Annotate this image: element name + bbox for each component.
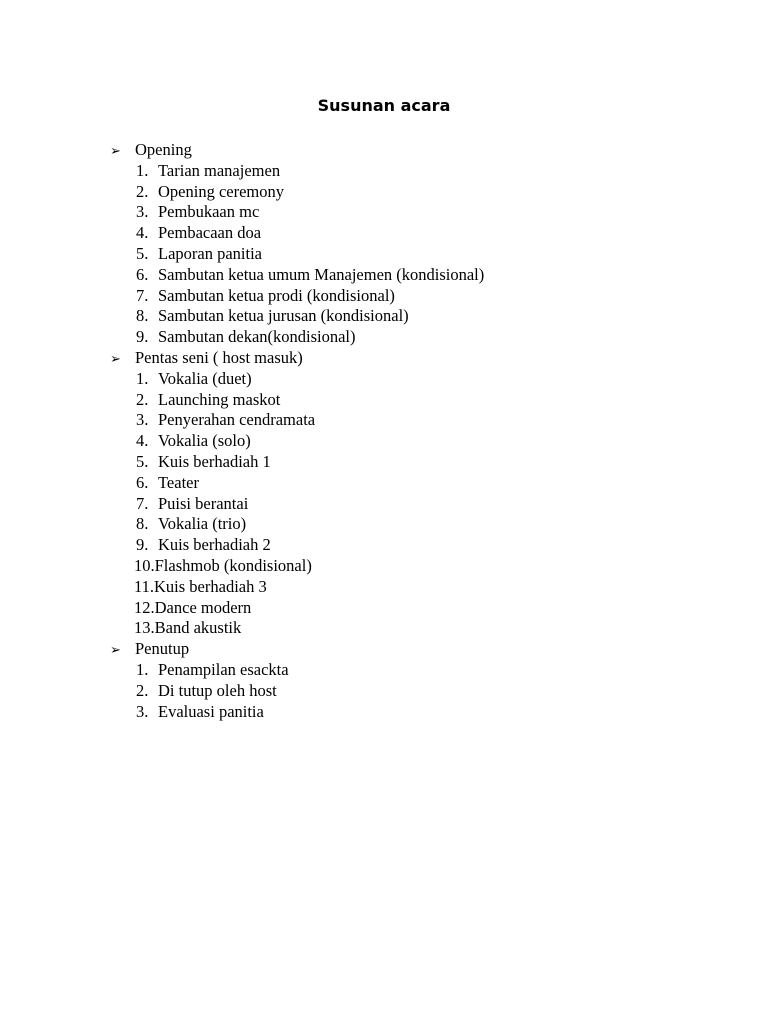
list-item-number: 13. — [134, 618, 155, 638]
list-item-text: Tarian manajemen — [158, 160, 281, 180]
list-item-number: 2. — [136, 181, 149, 201]
list-item — [110, 306, 710, 327]
list-item-number: 3. — [136, 202, 149, 222]
list-item — [110, 327, 710, 348]
list-item-number: 2. — [136, 389, 149, 409]
list-item-number: 9. — [136, 327, 149, 347]
list-item-text: Kuis berhadiah 1 — [158, 451, 271, 471]
list-item-text: Teater — [158, 472, 199, 492]
list-item — [110, 286, 710, 307]
list-item-number: 11. — [134, 576, 155, 596]
list-item — [110, 598, 710, 619]
section-heading — [110, 140, 710, 161]
document-title: Susunan acara — [317, 96, 451, 115]
list-item — [110, 182, 710, 203]
list-item — [110, 202, 710, 223]
list-item-number: 8. — [136, 514, 149, 534]
list-item-text: Sambutan ketua jurusan (kondisional) — [158, 306, 409, 326]
list-item-text: Sambutan ketua prodi (kondisional) — [158, 285, 395, 305]
list-item-text: Kuis berhadiah 3 — [154, 576, 267, 596]
list-item-text: Launching maskot — [158, 389, 281, 409]
list-item-number: 5. — [136, 243, 149, 263]
list-item — [110, 244, 710, 265]
list-item-number: 1. — [136, 160, 149, 180]
list-item-number: 4. — [136, 223, 149, 243]
list-item-number: 7. — [136, 493, 149, 513]
list-item — [110, 223, 710, 244]
list-item-number: 12. — [134, 597, 155, 617]
list-item-text: Vokalia (trio) — [158, 514, 247, 534]
list-item-number: 2. — [136, 680, 149, 700]
list-item — [110, 452, 710, 473]
list-item-text: Pembacaan doa — [158, 223, 262, 243]
list-item-number: 3. — [136, 410, 149, 430]
list-item — [110, 473, 710, 494]
list-item-text: Vokalia (duet) — [158, 368, 252, 388]
list-item-text: Sambutan dekan(kondisional) — [158, 327, 356, 347]
list-item-text: Dance modern — [154, 597, 252, 617]
list-item — [110, 660, 710, 681]
list-item-number: 8. — [136, 306, 149, 326]
agenda-section — [110, 348, 710, 639]
list-item-text: Laporan panitia — [158, 243, 262, 263]
list-item-number: 6. — [136, 472, 149, 492]
agenda-section — [110, 639, 710, 722]
list-item-text: Pembukaan mc — [158, 202, 260, 222]
list-item — [110, 681, 710, 702]
list-item — [110, 535, 710, 556]
arrow-bullet-icon: ➢ — [110, 144, 121, 159]
section-item-list — [110, 660, 710, 722]
list-item — [110, 265, 710, 286]
list-item — [110, 702, 710, 723]
list-item-text: Puisi berantai — [158, 493, 249, 513]
list-item — [110, 161, 710, 182]
agenda-section — [110, 140, 710, 348]
section-heading-text: Penutup — [135, 639, 190, 659]
list-item — [110, 410, 710, 431]
list-item-number: 1. — [136, 368, 149, 388]
list-item-text: Di tutup oleh host — [158, 680, 277, 700]
list-item-text: Penyerahan cendramata — [158, 410, 316, 430]
list-item — [110, 577, 710, 598]
arrow-bullet-icon: ➢ — [110, 643, 121, 659]
list-item-text: Vokalia (solo) — [158, 431, 251, 451]
list-item — [110, 369, 710, 390]
list-item — [110, 514, 710, 535]
section-heading — [110, 639, 710, 660]
list-item-number: 5. — [136, 451, 149, 471]
list-item-number: 10. — [134, 555, 155, 575]
agenda-outline — [110, 140, 710, 722]
list-item-text: Kuis berhadiah 2 — [158, 535, 271, 555]
section-item-list — [110, 369, 710, 639]
list-item-text: Band akustik — [154, 618, 242, 638]
list-item-number: 1. — [136, 659, 149, 679]
list-item-number: 7. — [136, 285, 149, 305]
section-item-list — [110, 161, 710, 348]
list-item-text: Evaluasi panitia — [158, 701, 264, 721]
list-item — [110, 390, 710, 411]
list-item — [110, 431, 710, 452]
list-item-number: 3. — [136, 701, 149, 721]
list-item-number: 4. — [136, 431, 149, 451]
section-heading-text: Opening — [135, 140, 192, 159]
section-heading — [110, 348, 710, 369]
list-item-number: 9. — [136, 535, 149, 555]
list-item-text: Opening ceremony — [158, 181, 284, 201]
list-item-text: Sambutan ketua umum Manajemen (kondisional) — [158, 264, 485, 284]
list-item-number: 6. — [136, 264, 149, 284]
arrow-bullet-icon: ➢ — [110, 351, 121, 367]
list-item — [110, 494, 710, 515]
list-item-text: Flashmob (kondisional) — [154, 555, 312, 575]
list-item — [110, 556, 710, 577]
section-heading-text: Pentas seni ( host masuk) — [135, 347, 303, 367]
list-item-text: Penampilan esackta — [158, 659, 289, 679]
list-item — [110, 618, 710, 639]
